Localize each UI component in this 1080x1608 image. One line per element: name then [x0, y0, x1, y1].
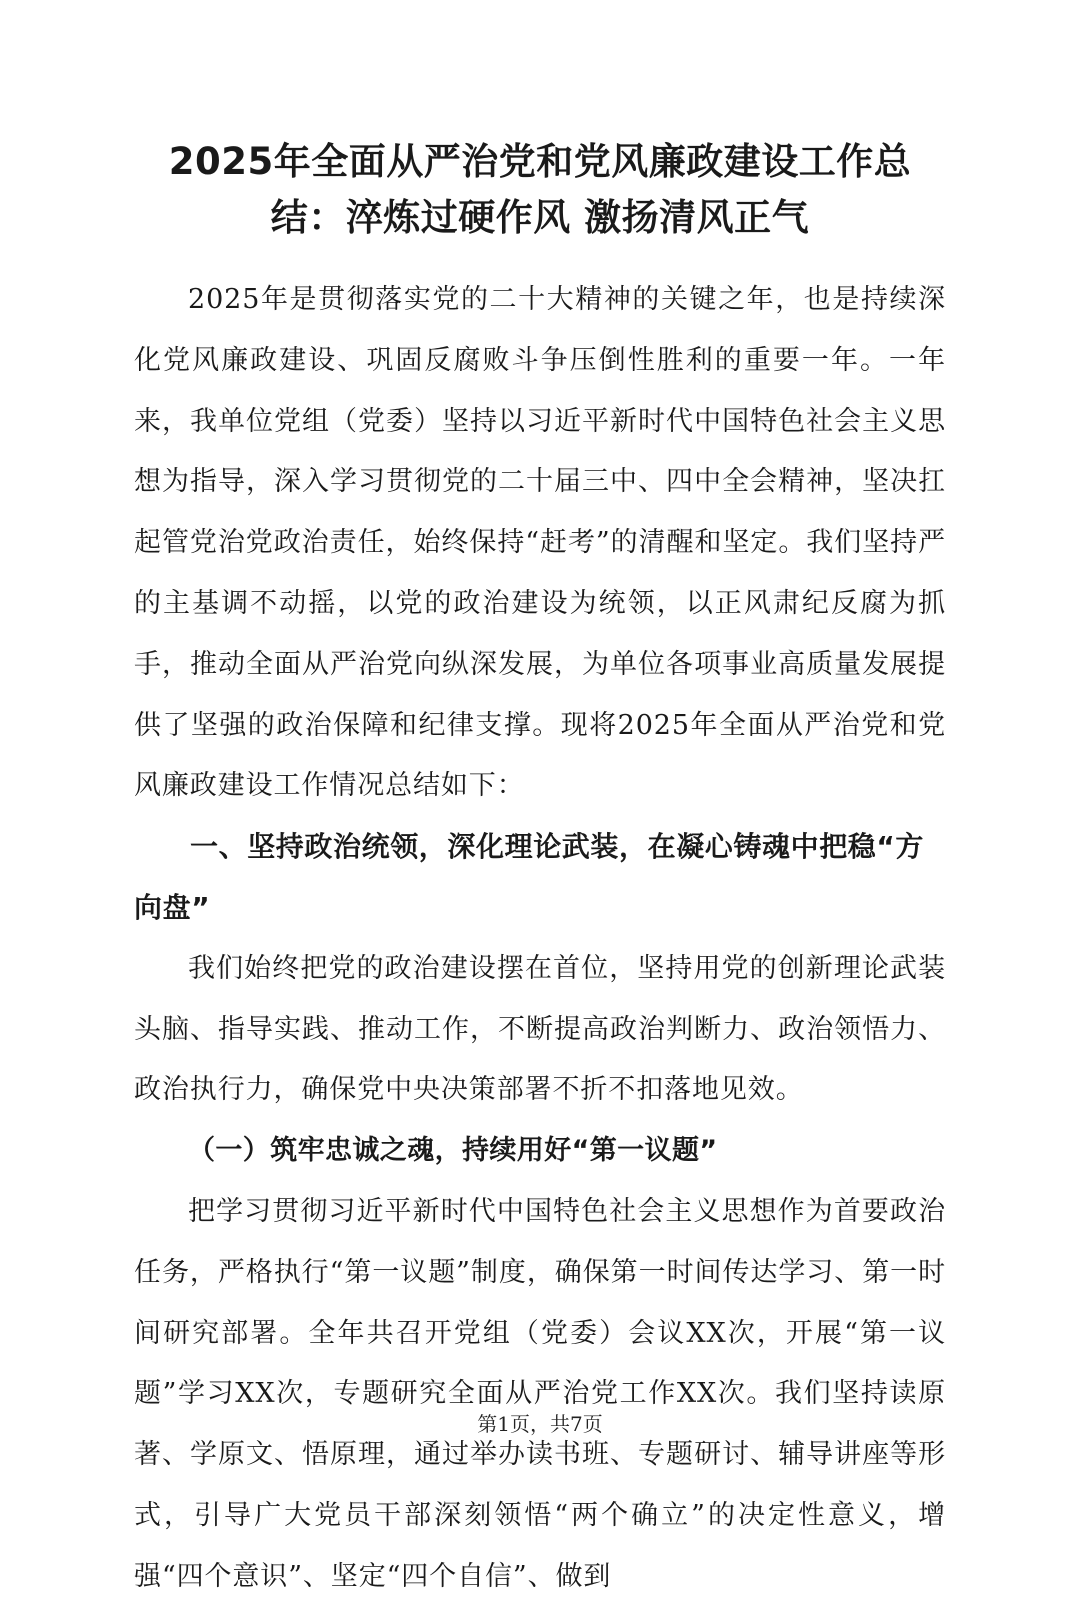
document-title [110, 134, 970, 246]
page-number-indicator: 第1页，共7页 [477, 1412, 603, 1436]
page-footer [0, 1410, 1080, 1438]
section-1-paragraph: 我们始终把党的政治建设摆在首位，坚持用党的创新理论武装头脑、指导实践、推动工作，不断提高政治判断力、政治领悟力、政治执行力，确保党中央决策部署不折不扣落地见效。 [134, 952, 946, 1106]
section-1-heading: 一、坚持政治统领，深化理论武装，在凝心铸魂中把稳“方向盘” [134, 830, 925, 924]
intro-paragraph: 2025年是贯彻落实党的二十大精神的关键之年，也是持续深化党风廉政建设、巩固反腐败斗争压倒性胜利的重要一年。一年来，我单位党组（党委）坚持以习近平新时代中国特色社会主义思想为指导，深入学习贯彻党的二十届三中、四中全会精神，坚决扛起管党治党政治责任，始终保持“赶考”的清醒和坚定。我们坚持严的主基调不动摇，以党的政治建设为统领，以正风肃纪反腐为抓手，推动全面从严治党向纵深发展，为单位各项事业高质量发展提供了坚强的政治保障和纪律支撑。现将2025年全面从严治党和党风廉政建设工作情况总结如下： [134, 284, 946, 802]
subsection-1-heading: （一）筑牢忠诚之魂，持续用好“第一议题” [188, 1135, 718, 1167]
document-body [134, 270, 946, 1608]
document-title-line-1: 2025年全面从严治党和党风廉政建设工作总 [168, 140, 912, 183]
document-title-line-2: 结：淬炼过硬作风 激扬清风正气 [270, 196, 810, 239]
subsection-1-paragraph: 把学习贯彻习近平新时代中国特色社会主义思想作为首要政治任务，严格执行“第一议题”制度，确保第一时间传达学习、第一时间研究部署。全年共召开党组（党委）会议XX次，开展“第一议题”学习XX次，专题研究全面从严治党工作XX次。我们坚持读原著、学原文、悟原理，通过举办读书班、专题研讨、辅导讲座等形式，引导广大党员干部深刻领悟“两个确立”的决定性意义，增强“四个意识”、坚定“四个自信”、做到 [134, 1195, 946, 1592]
